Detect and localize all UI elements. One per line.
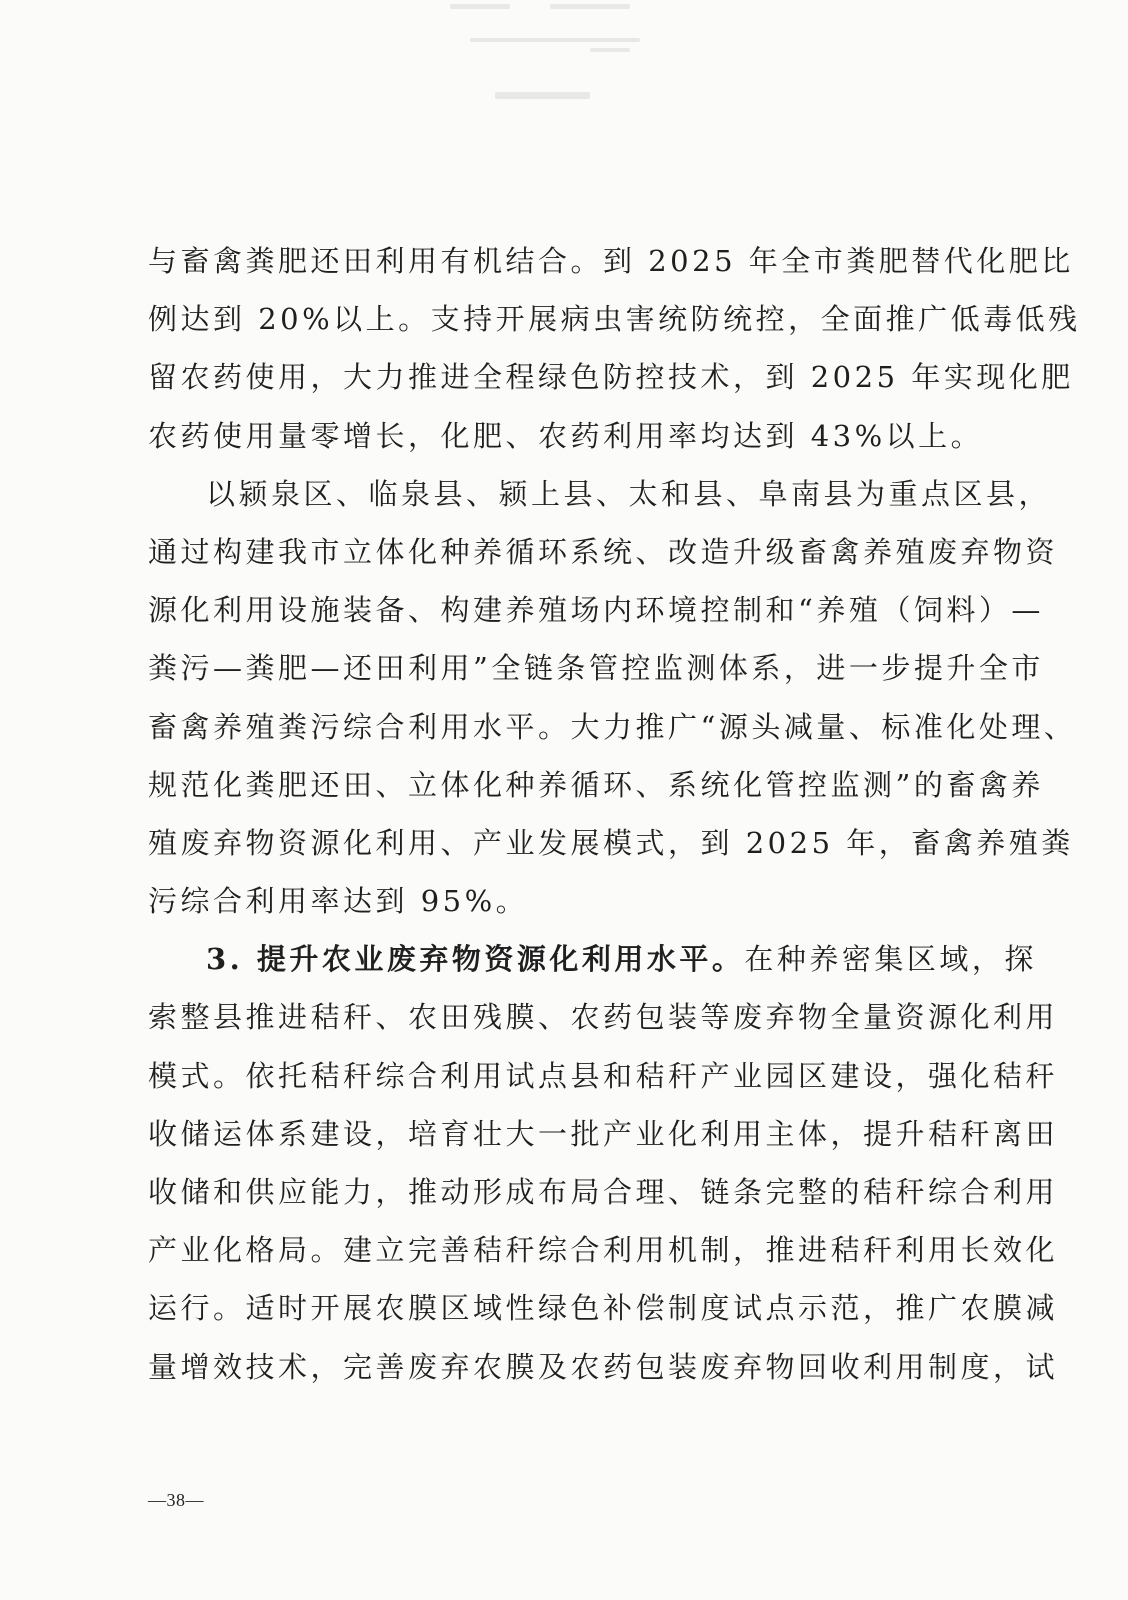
text-line: 模式。依托秸秆综合利用试点县和秸秆产业园区建设，强化秸秆 bbox=[148, 1058, 1059, 1093]
text-line: 以颍泉区、临泉县、颍上县、太和县、阜南县为重点区县， bbox=[206, 476, 1052, 511]
text-line: 运行。适时开展农膜区域性绿色补偿制度试点示范，推广农膜减 bbox=[148, 1291, 1059, 1326]
text-line: 畜禽养殖粪污综合利用水平。大力推广“源头减量、标准化处理、 bbox=[148, 709, 1077, 744]
text-line: 与畜禽粪肥还田利用有机结合。到 2025 年全市粪肥替代化肥比 bbox=[148, 244, 1074, 278]
heading-line-rest: 在种养密集区域，探 bbox=[744, 942, 1037, 977]
paragraph-3 bbox=[148, 930, 1059, 1396]
text-line: 污综合利用率达到 95%。 bbox=[148, 884, 529, 919]
text-line: 留农药使用，大力推进全程绿色防控技术，到 2025 年实现化肥 bbox=[148, 360, 1074, 395]
text-line: 索整县推进秸秆、农田残膜、农药包装等废弃物全量资源化利用 bbox=[148, 1000, 1059, 1035]
text-line bbox=[148, 930, 1037, 988]
body-text bbox=[148, 232, 1081, 1396]
text-line: 农药使用量零增长，化肥、农药利用率均达到 43%以上。 bbox=[148, 418, 984, 453]
section-heading: 3. 提升农业废弃物资源化利用水平。 bbox=[206, 942, 745, 977]
text-line: 通过构建我市立体化种养循环系统、改造升级畜禽养殖废弃物资 bbox=[148, 534, 1059, 569]
text-line: 收储和供应能力，推动形成布局合理、链条完整的秸秆综合利用 bbox=[148, 1175, 1059, 1209]
text-line: 规范化粪肥还田、立体化种养循环、系统化管控监测”的畜禽养 bbox=[148, 767, 1044, 802]
paragraph-1 bbox=[148, 232, 1081, 465]
paragraph-2 bbox=[148, 465, 1077, 931]
text-line: 产业化格局。建立完善秸秆综合利用机制，推进秸秆利用长效化 bbox=[148, 1233, 1059, 1268]
text-line: 量增效技术，完善废弃农膜及农药包装废弃物回收利用制度，试 bbox=[148, 1349, 1059, 1384]
text-line: 源化利用设施装备、构建养殖场内环境控制和“养殖（饲料）— bbox=[148, 593, 1044, 628]
page-number: —38— bbox=[148, 1490, 204, 1510]
text-line: 例达到 20%以上。支持开展病虫害统防统控，全面推广低毒低残 bbox=[148, 302, 1081, 337]
text-line: 收储运体系建设，培育壮大一批产业化利用主体，提升秸秆离田 bbox=[148, 1116, 1059, 1151]
text-line: 粪污—粪肥—还田利用”全链条管控监测体系，进一步提升全市 bbox=[148, 651, 1044, 686]
text-line: 殖废弃物资源化利用、产业发展模式，到 2025 年，畜禽养殖粪 bbox=[148, 825, 1074, 860]
bleed-through-header bbox=[440, 0, 700, 120]
